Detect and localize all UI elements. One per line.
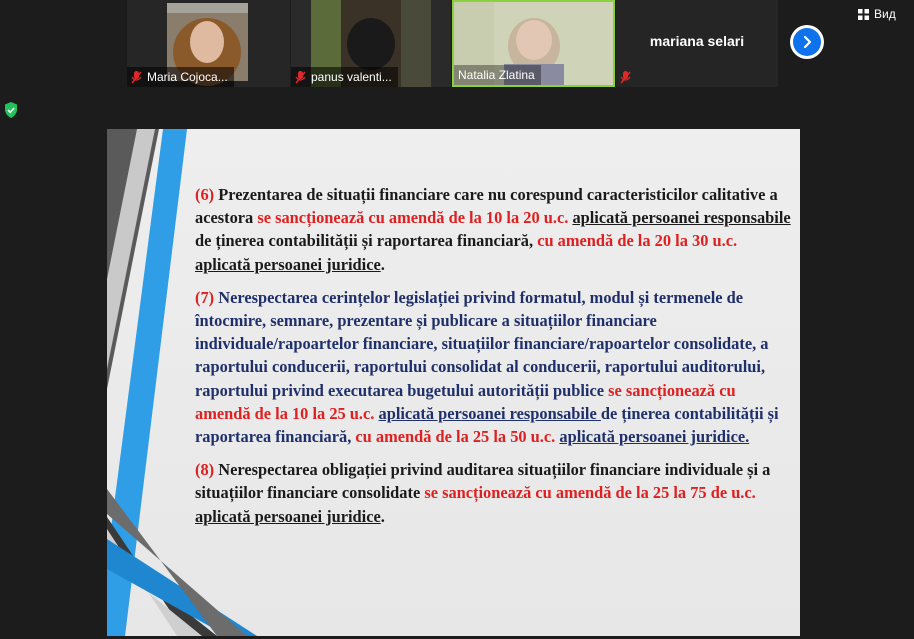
- underlined-text: aplicată persoanei juridice.: [559, 427, 750, 447]
- mic-off-icon: [620, 71, 631, 84]
- paragraph-7: [195, 286, 791, 448]
- slide-text-segment: Nerespectarea obligației privind auditarea situațiilor financiare individuale și a situațiilor financiare consolidate: [195, 460, 771, 503]
- next-participants-button[interactable]: [790, 25, 824, 59]
- paragraph-8: [195, 458, 791, 528]
- mic-off-icon: [131, 71, 142, 84]
- view-button[interactable]: [858, 4, 896, 24]
- penalty-text: cu amendă de la 20 la 30 u.c.: [537, 231, 738, 251]
- participant-name-label: [616, 67, 637, 87]
- participant-tile[interactable]: [127, 0, 290, 87]
- participant-name-label: Natalia Zlatina: [454, 65, 541, 85]
- slide-text-segment: Prezentarea de situații financiare care nu corespund caracteristicilor calitative a acestora: [195, 185, 778, 228]
- participant-strip: [0, 0, 914, 100]
- participant-tile-active-speaker[interactable]: [452, 0, 615, 87]
- penalty-text: se sancționează cu amendă de la 10 la 20 u.c.: [257, 208, 569, 228]
- penalty-text: se sancționează cu amendă de la 25 la 75 de u.c.: [424, 483, 756, 503]
- participant-name-label: Maria Cojoca...: [127, 67, 234, 87]
- shared-screen-slide: [107, 129, 800, 636]
- view-button-label: Вид: [874, 7, 896, 21]
- grid-icon: [858, 9, 869, 20]
- penalty-text: cu amendă de la 25 la 50 u.c.: [355, 427, 556, 447]
- underlined-text: aplicată persoanei juridice: [195, 254, 381, 274]
- participant-tile[interactable]: [616, 0, 778, 87]
- slide-text-segment: .: [380, 506, 385, 526]
- underlined-text: aplicată persoanei responsabile: [572, 208, 791, 228]
- slide-text: [195, 183, 791, 538]
- paragraph-6: [195, 183, 791, 276]
- underlined-text: aplicată persoanei juridice: [195, 506, 381, 526]
- shield-check-icon[interactable]: [4, 102, 18, 118]
- slide-text-segment: de ținerea contabilității și raportarea financiară,: [195, 231, 538, 251]
- slide-text-segment: de ținerea contabilității și raportarea financiară,: [195, 403, 779, 447]
- participant-name-label: panus valenti...: [291, 67, 398, 87]
- paragraph-number: (6): [195, 185, 215, 204]
- chevron-right-icon: [800, 35, 814, 49]
- paragraph-number: (7): [195, 287, 215, 307]
- participant-display-name: mariana selari: [649, 33, 745, 49]
- participant-tile[interactable]: [291, 0, 451, 87]
- penalty-text: se sancționează cu amendă de la 10 la 25 u.c.: [195, 380, 736, 423]
- slide-text-segment: .: [380, 254, 385, 274]
- mic-off-icon: [295, 71, 306, 84]
- slide-text-segment: Nerespectarea cerințelor legislației privind formatul, modul și termenele de întocmire, semnare, prezentare și publicare a situațiilor financiare individuale/rapoartelor financiare, situațiilor financiare/rapoartelor consolidate, a raportului conducerii, raportului consolidat al conducerii, raportului auditorului, raportului privind executarea bugetului autorității publice: [195, 287, 769, 400]
- underlined-text: aplicată persoanei responsabile: [378, 403, 601, 423]
- paragraph-number: (8): [195, 460, 215, 480]
